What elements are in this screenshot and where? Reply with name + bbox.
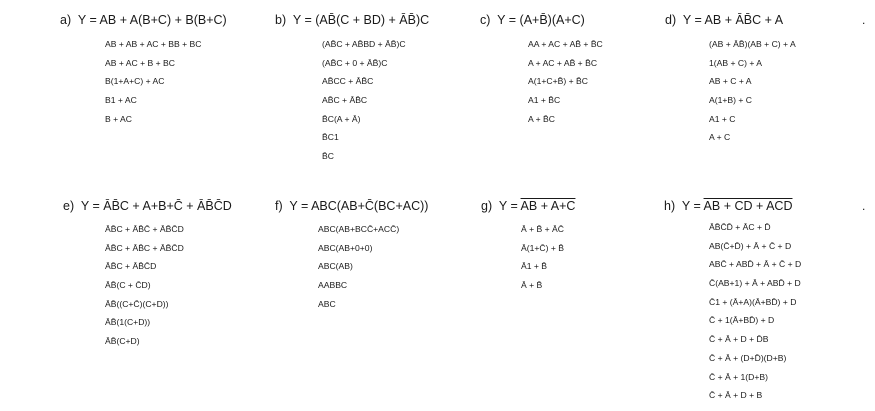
problem-h-heading — [664, 199, 792, 214]
step: AB̄CC + ĀB̄C — [322, 76, 374, 87]
problem-lhs: Y = — [497, 13, 517, 27]
step: ĀB̄(1(C+D)) — [105, 317, 151, 328]
problem-b — [275, 13, 429, 28]
problem-letter: d) — [665, 13, 677, 27]
step: Ā + B̄ + ĀC̄ — [521, 224, 564, 234]
problem-a-steps — [105, 35, 202, 128]
problem-letter: e) — [63, 199, 75, 213]
problem-letter: b) — [275, 13, 287, 27]
problem-g — [481, 199, 575, 214]
step: A + C — [709, 132, 731, 143]
problem-expression: AB + A(B+C) + B(B+C) — [99, 13, 227, 27]
step: ĀB̄C + ĀB̄C + ĀB̄C̄D — [105, 242, 184, 253]
step: ĀB̄C + ĀB̄C̄ + ĀB̄C̄D — [105, 224, 184, 234]
problem-letter: c) — [480, 13, 491, 27]
problem-letter: a) — [60, 13, 72, 27]
problem-lhs: Y = — [77, 13, 97, 27]
step: A + AC + AB̄ + B̄C — [528, 57, 598, 68]
problem-h — [664, 199, 792, 214]
step: C̄ + Ā + D + B — [709, 390, 763, 401]
problem-letter: h) — [664, 199, 676, 213]
problem-lhs: Y = — [682, 13, 702, 27]
problem-letter: g) — [481, 199, 493, 213]
step: ĀB̄(C + C̄D) — [105, 280, 151, 291]
step: (AB + ĀB̄)(AB + C) + A — [709, 39, 796, 49]
problem-expression: (AB̄(C + BD) + ĀB̄)C — [315, 13, 430, 27]
step: B1 + AC — [105, 95, 137, 106]
problem-a-heading — [60, 13, 227, 28]
step: B̄C — [322, 151, 334, 162]
step: B̄C(A + Ā) — [322, 113, 361, 124]
problem-c — [480, 13, 585, 28]
problem-expression: AB + ĀB̄C + A — [704, 13, 784, 27]
problem-b-steps — [322, 35, 406, 166]
problem-f-steps — [318, 220, 399, 313]
step: Ā1 + B̄ — [521, 261, 548, 272]
problem-e-heading — [63, 199, 232, 214]
stray-dot-top: . — [862, 13, 866, 27]
problem-lhs: Y = — [80, 199, 100, 213]
problem-expression: AB + CD + ACD — [703, 199, 793, 213]
step: C̄ + Ā + 1(D+B) — [709, 371, 768, 382]
problem-letter: f) — [275, 199, 283, 213]
problem-d-heading — [665, 13, 783, 28]
problem-e-steps — [105, 220, 184, 351]
step: ĀB̄(C+D) — [105, 336, 140, 347]
problem-f — [275, 199, 428, 214]
step: AA + AC + AB̄ + B̄C — [528, 39, 603, 49]
problem-lhs: Y = — [681, 199, 701, 213]
step: A(1+C+B̄) + B̄C — [528, 76, 588, 87]
problem-d — [665, 13, 783, 28]
problem-lhs: Y = — [289, 199, 309, 213]
stray-dot-bottom: . — [862, 199, 866, 213]
problem-g-heading — [481, 199, 575, 214]
problem-f-heading — [275, 199, 428, 214]
problem-e — [63, 199, 232, 214]
step: ABC(AB+0+0) — [318, 242, 373, 253]
step: C̄ + 1(Ā+BD̄) + D — [709, 315, 775, 326]
step: A1 + B̄C — [528, 95, 561, 106]
step: AB + AC + B + BC — [105, 57, 175, 68]
step: C̄(AB+1) + Ā + ABD̄ + D — [709, 278, 801, 289]
step: A + B̄C — [528, 113, 555, 124]
problem-expression: (A+B̄)(A+C) — [519, 13, 585, 27]
step: ĀB̄C + ĀB̄C̄D — [105, 261, 157, 272]
problem-b-heading — [275, 13, 429, 28]
step: (AB̄C + 0 + ĀB̄)C — [322, 57, 388, 68]
problem-c-heading — [480, 13, 585, 28]
step: 1(AB + C) + A — [709, 57, 763, 68]
problem-lhs: Y = — [498, 199, 518, 213]
step: C̄ + Ā + D + D̄B — [709, 334, 769, 345]
step: C̄1 + (Ā+A)(Ā+BD̄) + D — [709, 296, 797, 307]
step: A(1+B) + C — [709, 95, 752, 106]
problem-c-steps — [528, 35, 603, 128]
problem-expression: ĀB̄C + A+B+C̄ + ĀB̄C̄D — [103, 199, 232, 213]
step: AB̄C + ĀB̄C — [322, 95, 368, 106]
step: AB + C + A — [709, 76, 752, 87]
step: A1 + C — [709, 113, 736, 124]
step: B̄C1 — [322, 132, 339, 143]
step: Ā(1+C̄) + B̄ — [521, 242, 564, 253]
step: C̄ + Ā + (D+D̄)(D+B) — [709, 352, 787, 363]
step: Ā + B̄ — [521, 280, 543, 291]
step: ABC(AB+BCC̄+ACC̄) — [318, 224, 400, 234]
step: AABBC — [318, 280, 348, 291]
problem-h-steps — [709, 218, 801, 405]
problem-expression: AB + A+C — [520, 199, 576, 213]
step: ĀB̄C̄D̄ + ĀC + D̄ — [709, 222, 771, 232]
step: AB(C̄+D̄) + Ā + C̄ + D — [709, 240, 792, 251]
problem-lhs: Y = — [292, 13, 312, 27]
problem-g-steps — [521, 220, 564, 295]
step: AB + AB + AC + BB + BC — [105, 39, 202, 49]
step: B(1+A+C) + AC — [105, 76, 165, 87]
step: ABC — [318, 298, 336, 309]
problem-a — [60, 13, 227, 28]
step: ĀB̄((C+C̄)(C+D)) — [105, 298, 169, 309]
step: B + AC — [105, 113, 132, 124]
step: ABC(AB) — [318, 261, 353, 272]
step: (AB̄C + AB̄BD + ĀB̄)C — [322, 39, 406, 49]
problem-expression: ABC(AB+C̄(BC+AC)) — [311, 199, 429, 213]
step: ABC̄ + ABD̄ + Ā + C̄ + D — [709, 259, 802, 270]
problem-d-steps — [709, 35, 796, 147]
